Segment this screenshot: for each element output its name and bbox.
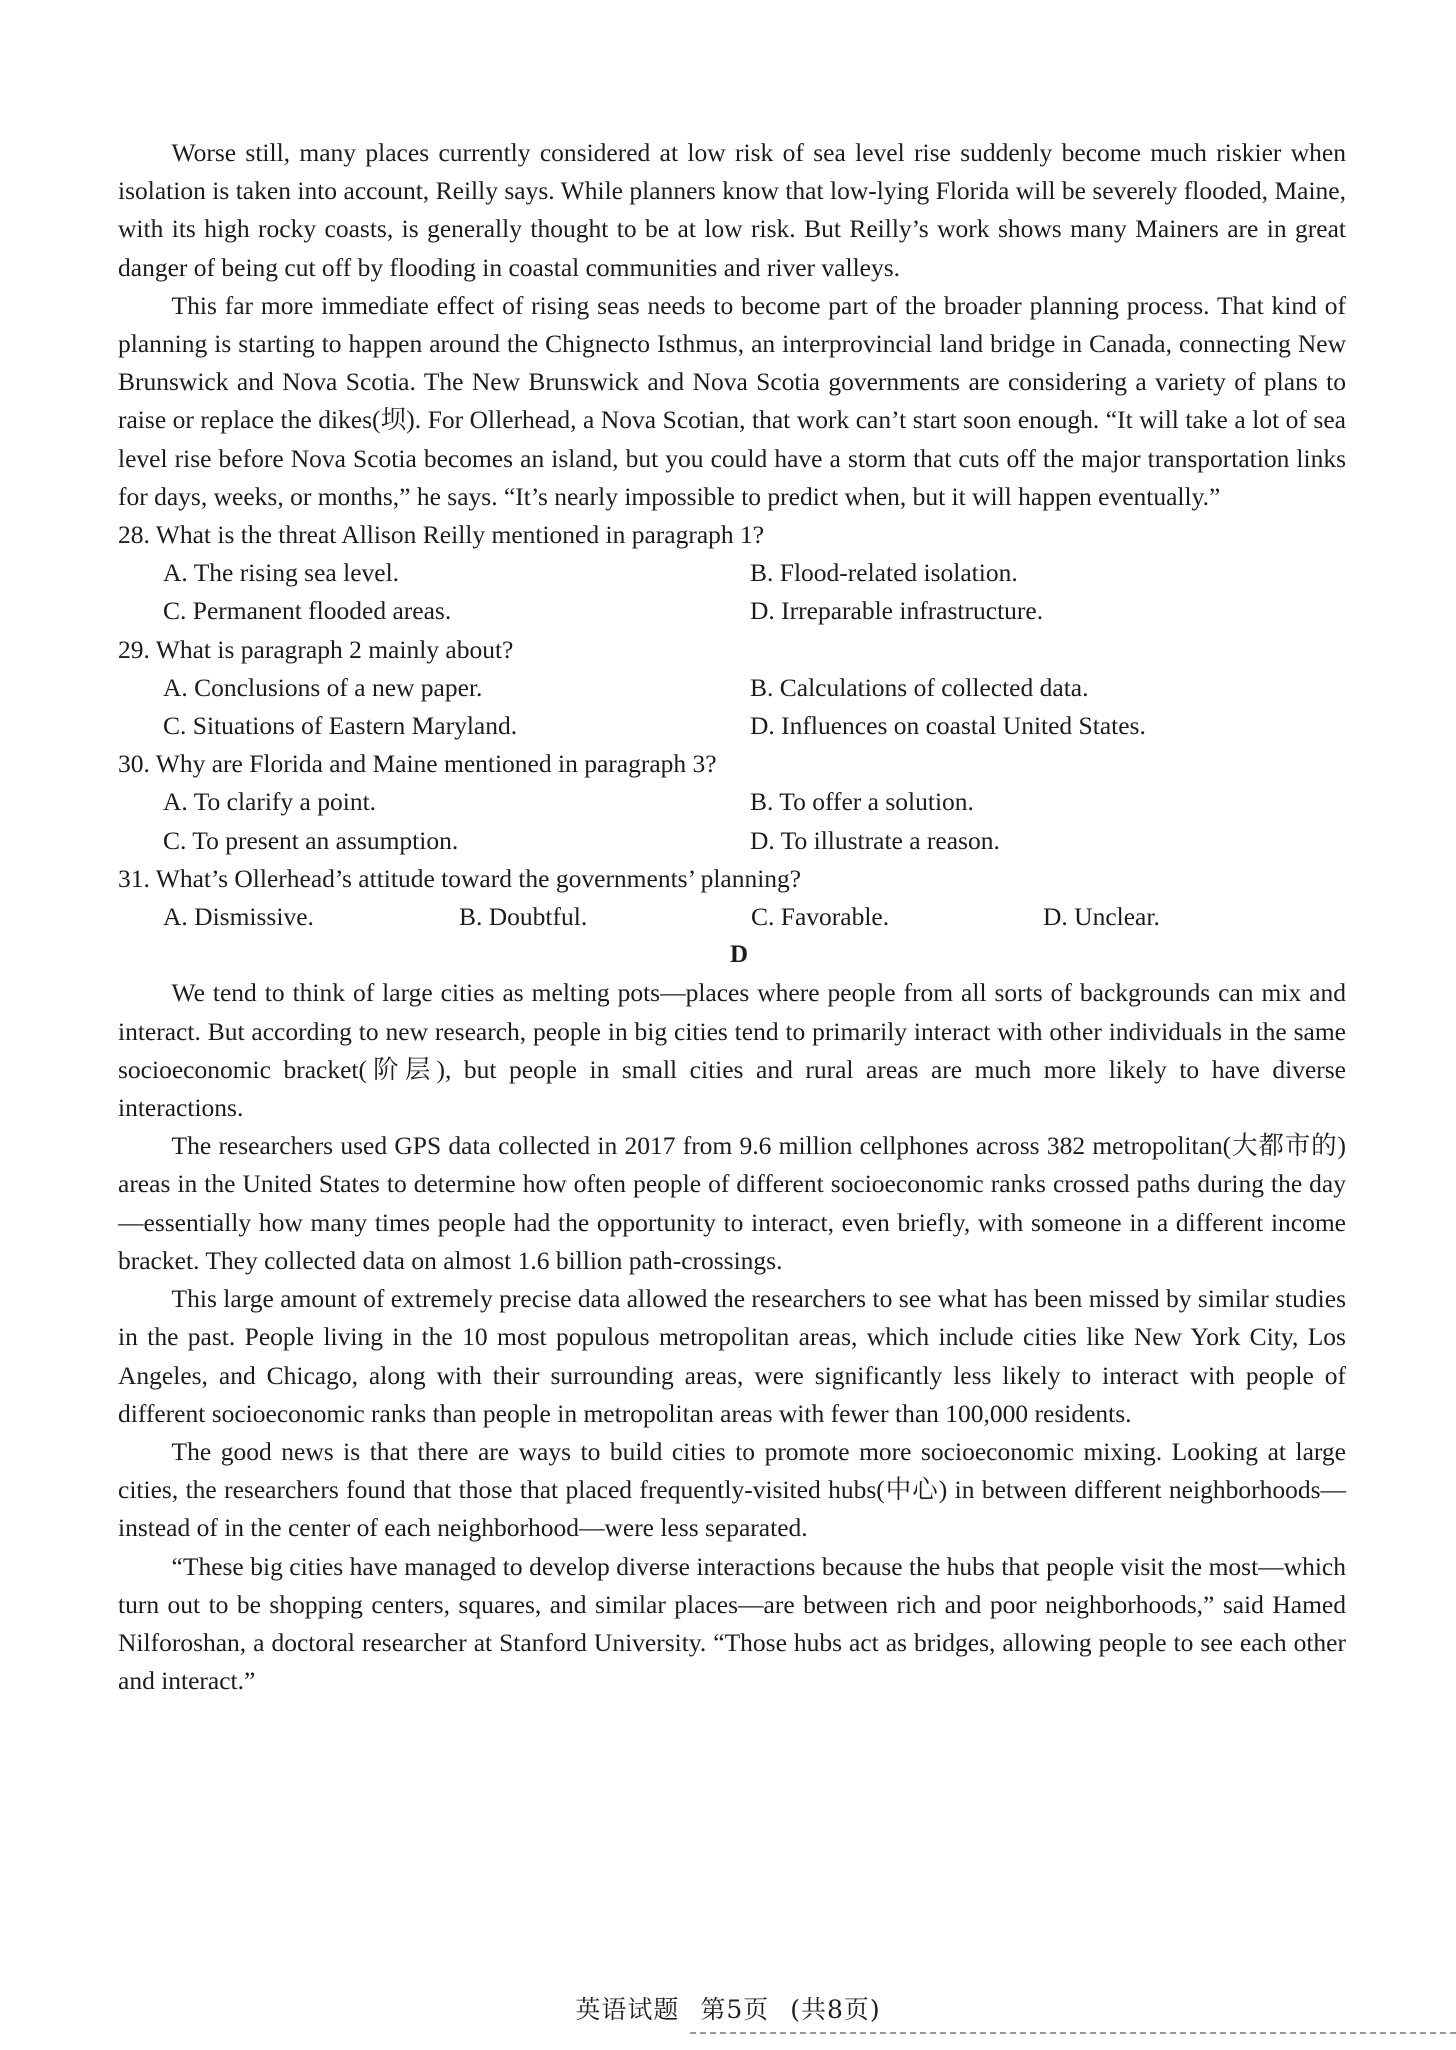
option-d: D. To illustrate a reason. xyxy=(750,825,1000,855)
option-a: A. Dismissive. xyxy=(163,902,314,932)
footer-subject: 英语试题 xyxy=(575,1995,680,2024)
question-30 xyxy=(118,745,1346,860)
page-footer xyxy=(0,1990,1456,2026)
option-b: B. Doubtful. xyxy=(459,902,588,932)
option-d: D. Influences on coastal United States. xyxy=(750,711,1146,741)
answer-options xyxy=(118,898,1346,936)
option-a: A. To clarify a point. xyxy=(163,787,377,817)
question-stem: 31. What’s Ollerhead’s attitude toward the governments’ planning? xyxy=(118,863,802,893)
dashed-divider xyxy=(690,2032,1456,2034)
section-heading: D xyxy=(729,941,749,969)
question-stem: 28. What is the threat Allison Reilly mentioned in paragraph 1? xyxy=(118,520,765,550)
passage-paragraph: Worse still, many places currently considered at low risk of sea level rise suddenly become much riskier when isolation is taken into account, Reilly says. While planners know that low-lying Florida will be severely flooded, Maine, with its high rocky coasts, is generally thought to be at low risk. But Reilly’s work shows many Mainers are in great danger of being cut off by flooding in coastal communities and river valleys. xyxy=(118,138,1346,282)
passage-paragraph: We tend to think of large cities as melting pots—places where people from all sorts of backgrounds can mix and interact. But according to new research, people in big cities tend to primarily interact with other individuals in the same socioeconomic bracket(阶层), but people in small cities and rural areas are much more likely to have diverse interactions. xyxy=(118,978,1346,1123)
passage-paragraph: The good news is that there are ways to build cities to promote more socioeconomic mixing. Looking at large cities, the researchers found that those that placed frequently-visited hubs(中心) in between different neighborhoods—instead of in the center of each neighborhood—were less separated. xyxy=(118,1436,1346,1543)
answer-options xyxy=(118,554,1346,630)
footer-page-number: 第5页 xyxy=(700,1995,770,2024)
question-stem: 30. Why are Florida and Maine mentioned in paragraph 3? xyxy=(118,749,717,779)
passage-paragraph: This far more immediate effect of rising seas needs to become part of the broader planning process. That kind of planning is starting to happen around the Chignecto Isthmus, an interprovincial land bridge in Canada, connecting New Brunswick and Nova Scotia. The New Brunswick and Nova Scotia governments are considering a variety of plans to raise or replace the dikes(坝). For Ollerhead, a Nova Scotian, that work can’t start soon enough. “It will take a lot of sea level rise before Nova Scotia becomes an island, but you could have a storm that cuts off the major transportation links for days, weeks, or months,” he says. “It’s nearly impossible to predict when, but it will happen eventually.” xyxy=(118,290,1346,511)
question-stem: 29. What is paragraph 2 mainly about? xyxy=(118,634,514,664)
passage-paragraph: The researchers used GPS data collected in 2017 from 9.6 million cellphones across 382 metropolitan(大都市的) areas in the United States to determine how often people of different socioeconomic ranks crossed paths during the day—essentially how many times people had the opportunity to interact, even briefly, with someone in a different income bracket. They collected data on almost 1.6 billion path-crossings. xyxy=(118,1131,1346,1275)
option-b: B. To offer a solution. xyxy=(750,787,974,817)
exam-page xyxy=(118,134,1346,1700)
option-d: D. Irreparable infrastructure. xyxy=(750,596,1044,626)
option-a: A. Conclusions of a new paper. xyxy=(163,672,483,702)
answer-options xyxy=(118,783,1346,859)
option-c: C. Permanent flooded areas. xyxy=(163,596,452,626)
option-b: B. Flood-related isolation. xyxy=(750,558,1018,588)
question-31 xyxy=(118,860,1346,936)
answer-options xyxy=(118,669,1346,745)
footer-total-pages: (共8页) xyxy=(790,1995,881,2024)
passage-paragraph: This large amount of extremely precise data allowed the researchers to see what has been missed by similar studies in the past. People living in the 10 most populous metropolitan areas, which include cities like New York City, Los Angeles, and Chicago, along with their surrounding areas, were significantly less likely to interact with people of different socioeconomic ranks than people in metropolitan areas with fewer than 100,000 residents. xyxy=(118,1284,1346,1428)
option-a: A. The rising sea level. xyxy=(163,558,400,588)
option-d: D. Unclear. xyxy=(1043,902,1160,932)
option-b: B. Calculations of collected data. xyxy=(750,672,1089,702)
option-c: C. Situations of Eastern Maryland. xyxy=(163,711,518,741)
passage-paragraph: “These big cities have managed to develop diverse interactions because the hubs that people visit the most—which turn out to be shopping centers, squares, and similar places—are between rich and poor neighborhoods,” said Hamed Nilforoshan, a doctoral researcher at Stanford University. “Those hubs act as bridges, allowing people to see each other and interact.” xyxy=(118,1551,1346,1696)
option-c: C. To present an assumption. xyxy=(163,825,459,855)
option-c: C. Favorable. xyxy=(751,902,890,932)
question-28 xyxy=(118,516,1346,631)
question-29 xyxy=(118,631,1346,746)
